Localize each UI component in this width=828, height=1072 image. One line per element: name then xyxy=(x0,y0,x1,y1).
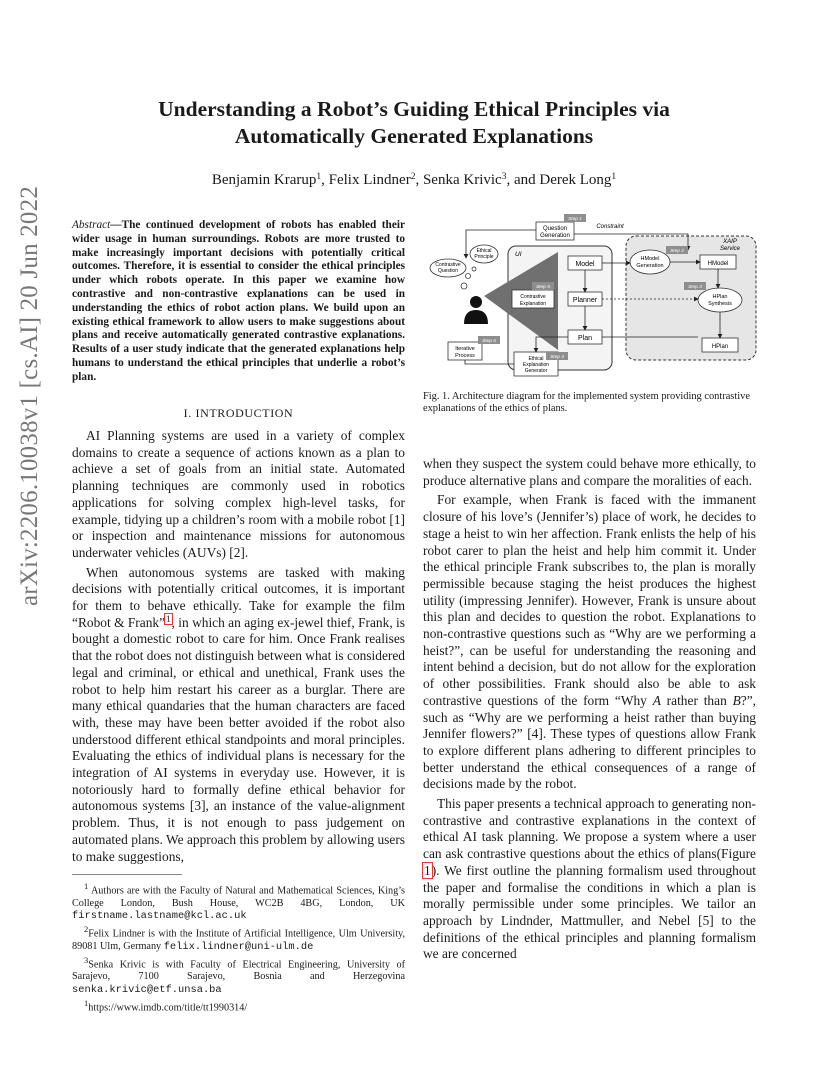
diagram-label: Explanation xyxy=(522,362,550,368)
footnote-email: senka.krivic@etf.unsa.ba xyxy=(72,983,222,996)
paragraph-text: For example, when Frank is faced with the immanent closure of his love’s (Jennifer’s) place of work, he decides to stage a heist to win her affection. Frank enlists the help of his robot carer to plan the heist and help him commit it. Under the ethical principle Frank subscribes to, the plan is morally permissible because staging the heist produces the highest utility (impressing Jennifer). However, Frank is unsure about this plan and decides to question the robot. Explanations to non-contrastive questions such as “Why are we performing a heist?”, can be useful for understanding the reasoning and intent behind a decision, but do not allow for the exploration of other possibilities. Frank should also be able to ask contrastive questions of the form “Why xyxy=(423,492,756,708)
figure-1-architecture-diagram xyxy=(428,212,758,380)
paragraph-text: This paper presents a technical approach to generating non-contrastive and contrastive explanations in the context of ethical AI task planning. We propose a system where a user can ask contrastive questions about the ethics of plans(Figure xyxy=(423,796,757,862)
diagram-label: Question xyxy=(542,226,568,232)
diagram-label: Constraint xyxy=(596,224,624,230)
thought-bubble xyxy=(466,274,471,279)
footnote xyxy=(72,923,405,953)
abstract-label: Abstract xyxy=(72,219,111,231)
footnote xyxy=(72,880,405,922)
footnote-mark: 1 xyxy=(84,997,89,1008)
author-affiliation-mark: 1 xyxy=(611,172,617,182)
diagram-label: Synthesis xyxy=(708,301,732,307)
footnote-email: firstname.lastname@kcl.ac.uk xyxy=(72,909,247,922)
hmodel-generation-node xyxy=(630,250,670,274)
paragraph-text: ). We first outline the planning formalism used throughout the paper and formalise the conditions in which a plan is morally permissible under some principles. We tailor an approach by Lindnder, Mattmuller, and Nebel [5] to the definitions of the ethical principles and planning formalism we are concerned xyxy=(423,862,756,962)
paragraph-variable: B xyxy=(732,692,741,708)
step-label: Step 4 xyxy=(550,355,564,360)
footnote-url[interactable]: https://www.imdb.com/title/tt1990314/ xyxy=(88,1002,248,1014)
step-label: Step 5 xyxy=(536,285,550,290)
diagram-label: Principle xyxy=(474,254,494,260)
paragraph-text: ?”, such as “Why are we performing a heist rather than buying Jennifer flowers?” [4]. These types of questions allow Frank to explore different plans adhering to different principles to better understand the ethical consequences of a range of decisions made by the robot. xyxy=(423,692,757,792)
xaip-label: Service xyxy=(719,246,741,252)
person-icon xyxy=(464,310,488,324)
right-column-body xyxy=(423,456,756,966)
diagram-label: Process xyxy=(455,353,475,359)
diagram-label: HModel xyxy=(640,256,660,262)
footnote-mark: 2 xyxy=(84,924,89,934)
abstract xyxy=(72,219,405,385)
step-label: Step 2 xyxy=(670,249,684,254)
diagram-label: Question xyxy=(437,268,459,274)
step-label: Step 6 xyxy=(482,339,496,344)
paragraph-variable: A xyxy=(652,692,661,708)
diagram-label: Contrastive xyxy=(435,262,461,268)
arxiv-sidebar-id: arXiv:2206.10038v1 [cs.AI] 20 Jun 2022 xyxy=(16,185,43,607)
paper-title xyxy=(90,96,738,150)
footnote-text: Senka Krivic is with Faculty of Electrical Engineering, University of Sarajevo, 7100 Sarajevo, Bosnia and Herzegovina xyxy=(72,959,405,983)
title-line-2: Automatically Generated Explanations xyxy=(234,124,594,148)
diagram-label: Iterative xyxy=(455,346,475,352)
paragraph xyxy=(72,565,405,866)
paragraph xyxy=(423,492,756,793)
diagram-label: Generation xyxy=(636,263,664,269)
diagram-label: Model xyxy=(575,261,595,268)
paragraph: AI Planning systems are used in a variety of complex domains to create a sequence of actions known as a plan to achieve a set of goals from an initial state. Automated planning techniques are commonly used in robotics applications for solving complex high-level tasks, for example, tidying up a children’s room with a mobile robot [1] or inspection and maintenance missions for autonomous underwater vehicles (AUVs) [2]. xyxy=(72,428,405,560)
diagram-label: Generation xyxy=(540,233,570,239)
section-heading-introduction: I. INTRODUCTION xyxy=(183,406,294,420)
author-affiliation-mark: 3 xyxy=(501,172,507,182)
footnote xyxy=(72,954,405,996)
figure-caption: Fig. 1. Architecture diagram for the implemented system providing contrastive explanations of the ethics of plans. xyxy=(423,391,750,415)
diagram-label: Ethical xyxy=(476,248,492,254)
paragraph: when they suspect the system could behave more ethically, to produce alternative plans and compare the moralities of each. xyxy=(423,456,756,488)
hplan-synthesis-node xyxy=(698,288,742,312)
step-label: Step 3 xyxy=(688,285,702,290)
footnote-link[interactable]: 1 xyxy=(166,613,171,624)
diagram-label: Generator xyxy=(524,368,548,374)
step-label: Step 1 xyxy=(568,217,582,222)
ui-label: UI xyxy=(515,251,522,258)
diagram-label: HPlan xyxy=(712,294,728,300)
paragraph-text: When autonomous systems are tasked with making decisions with potentially critical outcomes, it is important for them to behave ethically. Take for example the film “Robot & Frank” xyxy=(72,564,405,630)
figure-reference-link[interactable]: 1 xyxy=(424,862,431,878)
author-affiliation-mark: 1 xyxy=(316,172,322,182)
left-column-body xyxy=(72,428,405,868)
person-icon xyxy=(470,296,482,308)
abstract-text: The continued development of robots has enabled their wider usage in human surroundings. Robots are more trusted to make increasingly important decisions with potentially critical outcomes. Therefore, it is essential to consider the ethical principles under which robots operate. In this paper we examine how contrastive and non-contrastive explanations can be used in understanding the ethics of robot action plans. We build upon an existing ethical framework to allow users to make suggestions about plans and receive automatically generated contrastive explanations. Results of a user study indicate that the generated explanations help humans to understand the ethical principles that underlie a robot’s plan. xyxy=(72,219,405,383)
author-separator: , xyxy=(321,172,329,188)
footnote-email: felix.lindner@uni-ulm.de xyxy=(163,940,314,953)
author-name: Benjamin Krarup xyxy=(211,172,317,188)
author-name: Felix Lindner xyxy=(328,172,411,188)
footnote-text: Felix Lindner is with the Institute of Artificial Intelligence, Ulm University, 89081 Ulm, Germany xyxy=(72,928,405,952)
footnote xyxy=(72,997,405,1015)
author-separator: , and xyxy=(506,172,540,188)
footnote-text: Authors are with the Faculty of Natural and Mathematical Sciences, King’s College London, Bush House, WC2B 4BG, London, UK xyxy=(72,885,406,909)
thought-bubble xyxy=(472,267,476,271)
diagram-label: HModel xyxy=(707,261,729,267)
author-name: Derek Long xyxy=(539,172,612,188)
diagram-label: Planner xyxy=(572,297,598,304)
footnotes xyxy=(72,880,405,1015)
author-list xyxy=(90,172,738,189)
footnote-mark: 1 xyxy=(84,881,89,891)
diagram-label: Plan xyxy=(577,335,593,342)
footnote-rule xyxy=(72,874,182,875)
diagram-label: Ethical xyxy=(528,356,544,362)
paragraph xyxy=(423,796,756,963)
author-separator: , xyxy=(415,172,423,188)
abstract-dash: — xyxy=(110,219,122,231)
footnote-mark: 3 xyxy=(84,954,89,965)
diagram-label: HPlan xyxy=(711,344,729,350)
diagram-label: Explanation xyxy=(519,301,547,307)
paragraph-text: rather than xyxy=(660,692,733,708)
author-name: Senka Krivic xyxy=(422,172,502,188)
diagram-label: Contrastive xyxy=(520,294,546,300)
author-affiliation-mark: 2 xyxy=(410,172,416,182)
xaip-label: XAIP xyxy=(723,239,737,245)
thought-bubble xyxy=(461,283,467,289)
title-line-1: Understanding a Robot’s Guiding Ethical Principles via xyxy=(158,97,670,121)
paragraph-text: , in which an aging ex-jewel thief, Frank, is bought a domestic robot to care for him. Once Frank realises that the robot does not distinguish between what is considered legal and criminal, or ethical and unethical, Frank uses the robot to help him restart his career as a burglar. There are many ethical quandaries that the human characters are faced with, these may have been better avoided if the robot also understood different ethical standpoints and moral principles. Evaluating the ethics of individual plans is necessary for the integration of AI systems in everyday use. However, it is notoriously hard to formally define ethical behavior for autonomous systems [3], an instance of the value-alignment problem. Thus, it is not enough to pass judgement on automated plans. We approach this problem by allowing users to make suggestions, xyxy=(72,614,405,864)
